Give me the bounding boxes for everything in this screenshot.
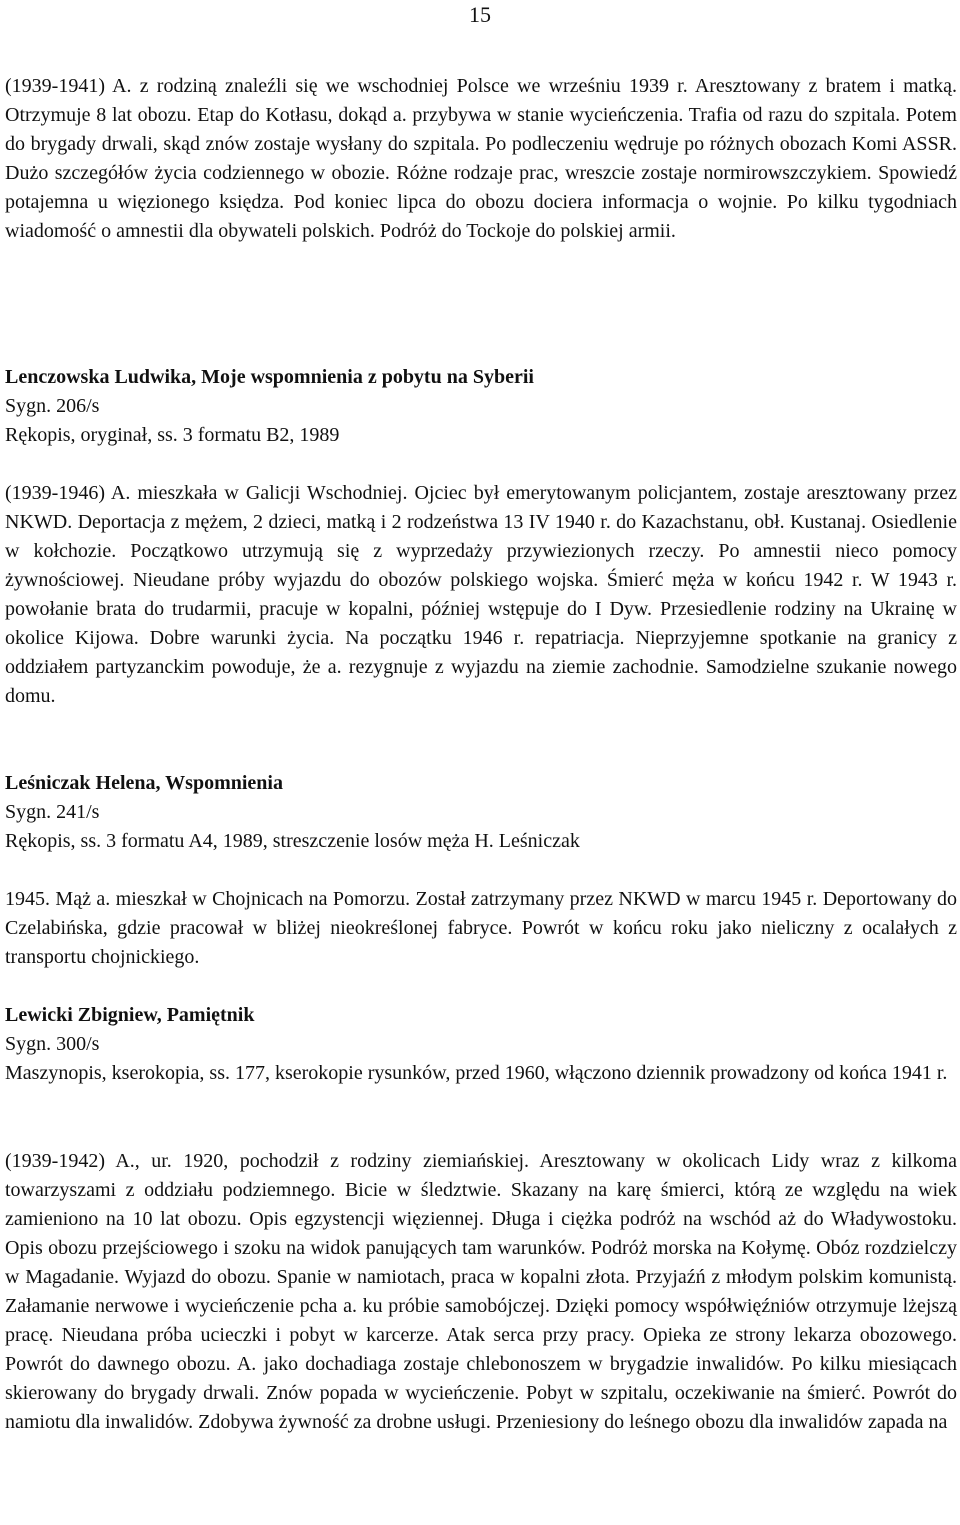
entry-lesniczak bbox=[5, 769, 957, 856]
entry-summary: 1945. Mąż a. mieszkał w Chojnicach na Pomorzu. Został zatrzymany przez NKWD w marcu 1945 r. Deportowany do Czelabińska, gdzie pracował w bliżej nieokreślonej fabryce. Powrót w końcu roku jako nieliczny z ocalałych z transportu chojnickiego. bbox=[5, 888, 957, 968]
entry-title: Leśniczak Helena, Wspomnienia bbox=[5, 772, 283, 794]
entry-lenczowska bbox=[5, 363, 957, 450]
entry-title: Lewicki Zbigniew, Pamiętnik bbox=[5, 1004, 255, 1026]
entry-lewicki bbox=[5, 1001, 957, 1088]
entry-summary: (1939-1942) A., ur. 1920, pochodził z rodziny ziemiańskiej. Aresztowany w okolicach Lidy wraz z kilkoma towarzyszami z oddziału podziemnego. Bicie w śledztwie. Skazany na karę śmierci, którą ze względu na wiek zamieniono na 10 lat obozu. Opis egzystencji więziennej. Długa i ciężka podróż na wschód aż do Władywostoku. Opis obozu przejściowego i szoku na widok panujących tam warunków. Podróż morska na Kołymę. Obóz rozdzielczy w Magadanie. Wyjazd do obozu. Spanie w namiotach, praca w kopalni złota. Przyjaźń z młodym polskim komunistą. Załamanie nerwowe i wycieńczenie pcha a. ku próbie samobójczej. Dzięki pomocy współwięźniów otrzymuje lżejszą pracę. Nieudana próba ucieczki i pobyt w karcerze. Atak serca przy pracy. Opieka ze strony lekarza obozowego. Powrót do dawnego obozu. A. jako dochadiaga zostaje chlebonoszem w brygadzie inwalidów. Po kilku miesiącach skierowany do brygady drwali. Znów popada w wycieńczenie. Pobyt w szpitalu, oczekiwanie na śmierć. Powrót do namiotu dla inwalidów. Zdobywa żywność za drobne usługi. Przeniesiony do leśnego obozu dla inwalidów zapada na bbox=[5, 1150, 957, 1433]
entry-signature: Sygn. 300/s bbox=[5, 1033, 100, 1055]
intro-paragraph: (1939-1941) A. z rodziną znaleźli się we wschodniej Polsce we wrześniu 1939 r. Aresztowany z bratem i matką. Otrzymuje 8 lat obozu. Etap do Kotłasu, dokąd a. przybywa w stanie wycieńczenia. Trafia od razu do szpitala. Potem do brygady drwali, skąd znów zostaje wysłany do szpitala. Po podleczeniu wędruje po różnych obozach Komi ASSR. Dużo szczegółów życia codziennego w obozie. Różne rodzaje prac, wreszcie zostaje normirowszczykiem. Spowiedź potajemna u więzionego księdza. Pod koniec lipca do obozu dociera informacja o wojnie. Po kilku tygodniach wiadomość o amnestii dla obywateli polskich. Podróż do Tockoje do polskiej armii. bbox=[5, 75, 957, 242]
entry-description: Rękopis, oryginał, ss. 3 formatu B2, 1989 bbox=[5, 424, 340, 446]
page-number: 15 bbox=[469, 2, 491, 27]
entry-title: Lenczowska Ludwika, Moje wspomnienia z pobytu na Syberii bbox=[5, 366, 534, 388]
entry-description: Maszynopis, kserokopia, ss. 177, kserokopie rysunków, przed 1960, włączono dziennik prowadzony od końca 1941 r. bbox=[5, 1062, 948, 1084]
entry-summary: (1939-1946) A. mieszkała w Galicji Wschodniej. Ojciec był emerytowanym policjantem, zostaje aresztowany przez NKWD. Deportacja z mężem, 2 dzieci, matką i 2 rodzeństwa 13 IV 1940 r. do Kazachstanu, obł. Kustanaj. Osiedlenie w kołchozie. Początkowo utrzymują się z wyprzedaży przywiezionych rzeczy. Po amnestii nieco pomocy żywnościowej. Nieudane próby wyjazdu do obozów polskiego wojska. Śmierć męża w końcu 1942 r. W 1943 r. powołanie brata do trudarmii, pracuje w kopalni, później wstępuje do I Dyw. Przesiedlenie rodziny na Ukrainę w okolice Kijowa. Dobre warunki życia. Na początku 1946 r. repatriacja. Nieprzyjemne spotkanie na granicy z oddziałem partyzanckim powoduje, że a. rezygnuje z wyjazdu na ziemie zachodnie. Samodzielne szukanie nowego domu. bbox=[5, 482, 957, 707]
entry-description: Rękopis, ss. 3 formatu A4, 1989, streszczenie losów męża H. Leśniczak bbox=[5, 830, 580, 852]
entry-signature: Sygn. 241/s bbox=[5, 801, 100, 823]
entry-signature: Sygn. 206/s bbox=[5, 395, 100, 417]
